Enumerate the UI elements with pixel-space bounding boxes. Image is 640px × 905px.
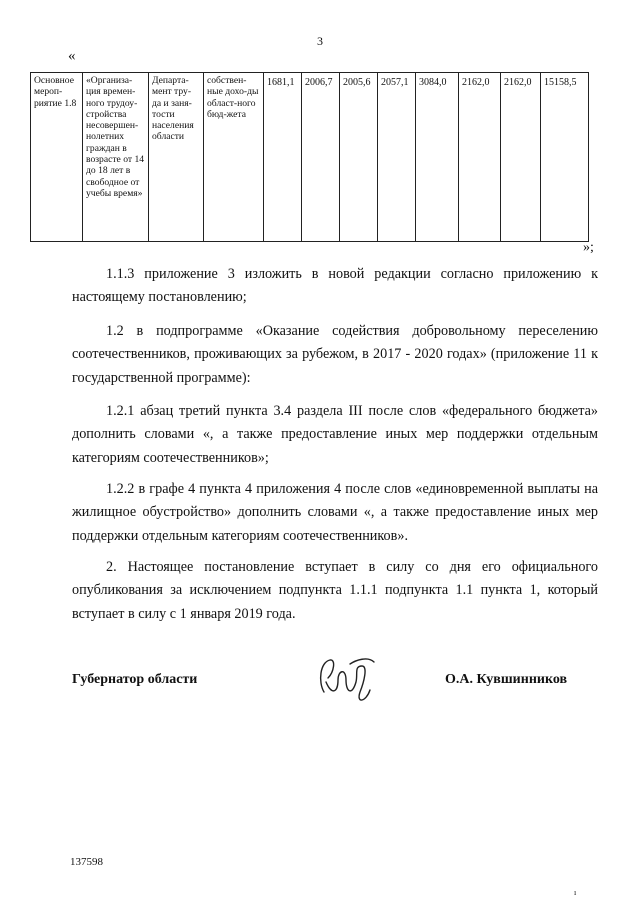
table-cell-value: 2057,1	[378, 73, 416, 242]
table-row	[31, 73, 589, 242]
table-cell-value: 2005,6	[340, 73, 378, 242]
document-number: 137598	[70, 856, 103, 868]
opening-quote: «	[68, 48, 76, 64]
table-cell-source: собствен-ные дохо-ды област-ного бюд-жета	[204, 73, 264, 242]
page-number: 3	[317, 34, 323, 48]
paragraph-1-1-3	[72, 263, 598, 310]
handwritten-signature	[316, 652, 378, 708]
paragraph-1-2-1	[72, 400, 598, 470]
table-cell-value: 2162,0	[501, 73, 541, 242]
table-cell-total: 15158,5	[541, 73, 589, 242]
signatory-name: О.А. Кувшинников	[445, 672, 568, 687]
paragraph-1-2	[72, 320, 598, 390]
paragraph-text: 1.1.3 приложение 3 изложить в новой редакции согласно приложению к настоящему постановлению;	[72, 266, 598, 306]
table-cell-value: 2006,7	[302, 73, 340, 242]
paragraph-text: 1.2.2 в графе 4 пункта 4 приложения 4 после слов «единовременной выплаты на жилищное обустройство» дополнить словами «, а также предоставление иных мер поддержки отдельным категориям соотечественников».	[72, 481, 598, 544]
table-cell-name: «Организа-ция времен-ного трудоу-стройства несовершен-нолетних граждан в возрасте от 14 до 18 лет в свободное от учебы время»	[83, 73, 149, 242]
signatory-title: Губернатор области	[72, 672, 198, 687]
paragraph-text: 1.2.1 абзац третий пункта 3.4 раздела III после слов «федерального бюджета» дополнить словами «, а также предоставление иных мер поддержки отдельным категориям соотечественников»;	[72, 403, 598, 466]
table-cell-activity: Основное мероп-риятие 1.8	[31, 73, 83, 242]
paragraph-2	[72, 556, 598, 626]
table-cell-value: 3084,0	[416, 73, 459, 242]
program-table	[30, 72, 589, 242]
paragraph-1-2-2	[72, 478, 598, 548]
corner-mark: ı	[574, 888, 577, 897]
closing-quote: »;	[583, 240, 594, 255]
paragraph-text: 1.2 в подпрограмме «Оказание содействия добровольному переселению соотечественников, проживающих за рубежом, в 2017 - 2020 годах» (приложение 11 к государственной программе):	[72, 323, 598, 386]
paragraph-text: 2. Настоящее постановление вступает в силу со дня его официального опубликования за исключением подпункта 1.1.1 подпункта 1.1 пункта 1, который вступает в силу с 1 января 2019 года.	[72, 559, 598, 622]
table-cell-value: 2162,0	[459, 73, 501, 242]
table-cell-value: 1681,1	[264, 73, 302, 242]
table-cell-executor: Департа-мент тру-да и заня-тости населения области	[149, 73, 204, 242]
